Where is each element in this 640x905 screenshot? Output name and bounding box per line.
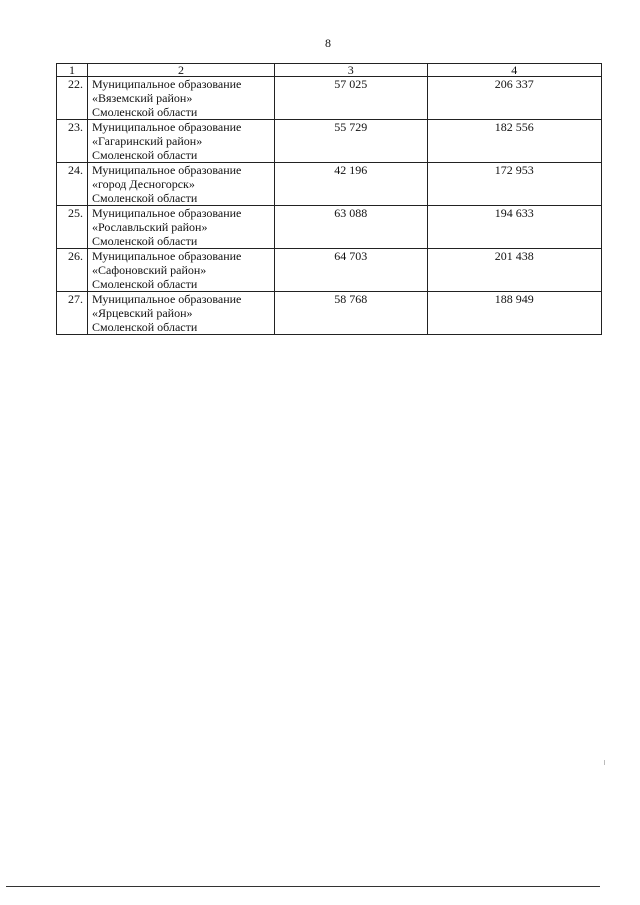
name-line: Смоленской области [92,148,198,162]
name-line: «Гагаринский район» [92,134,203,148]
name-line: Муниципальное образование [92,120,242,134]
name-line: «город Десногорск» [92,177,195,191]
name-line: «Рославльский район» [92,220,208,234]
value-col-3: 58 768 [275,292,428,335]
table-row [57,163,602,206]
name-line: «Сафоновский район» [92,263,207,277]
value-col-4: 188 949 [427,292,601,335]
municipality-name [88,249,275,292]
table-row [57,77,602,120]
value-col-3: 64 703 [275,249,428,292]
header-cell-3: 3 [275,64,428,77]
value-col-4: 172 953 [427,163,601,206]
header-cell-4: 4 [427,64,601,77]
value-col-3: 42 196 [275,163,428,206]
value-col-4: 206 337 [427,77,601,120]
value-col-3: 57 025 [275,77,428,120]
data-table [56,63,602,335]
name-line: «Ярцевский район» [92,306,193,320]
name-line: Муниципальное образование [92,206,242,220]
name-line: «Вяземский район» [92,91,193,105]
page-number: 8 [325,36,331,50]
value-col-4: 201 438 [427,249,601,292]
name-line: Смоленской области [92,320,198,334]
name-line: Смоленской области [92,105,198,119]
name-line: Смоленской области [92,234,198,248]
name-line: Муниципальное образование [92,163,242,177]
row-number: 26. [57,249,88,292]
municipality-name [88,120,275,163]
table-row [57,249,602,292]
name-line: Смоленской области [92,191,198,205]
header-cell-2: 2 [88,64,275,77]
value-col-3: 63 088 [275,206,428,249]
row-number: 23. [57,120,88,163]
row-number: 27. [57,292,88,335]
municipality-name [88,292,275,335]
margin-mark [604,760,605,765]
name-line: Муниципальное образование [92,292,242,306]
table-row [57,292,602,335]
value-col-4: 182 556 [427,120,601,163]
value-col-4: 194 633 [427,206,601,249]
table-row [57,206,602,249]
name-line: Смоленской области [92,277,198,291]
table-header-row [57,64,602,77]
municipality-name [88,77,275,120]
header-cell-1: 1 [57,64,88,77]
name-line: Муниципальное образование [92,249,242,263]
name-line: Муниципальное образование [92,77,242,91]
row-number: 25. [57,206,88,249]
municipality-name [88,206,275,249]
municipality-name [88,163,275,206]
table-row [57,120,602,163]
footer-divider [6,886,600,887]
row-number: 24. [57,163,88,206]
row-number: 22. [57,77,88,120]
value-col-3: 55 729 [275,120,428,163]
